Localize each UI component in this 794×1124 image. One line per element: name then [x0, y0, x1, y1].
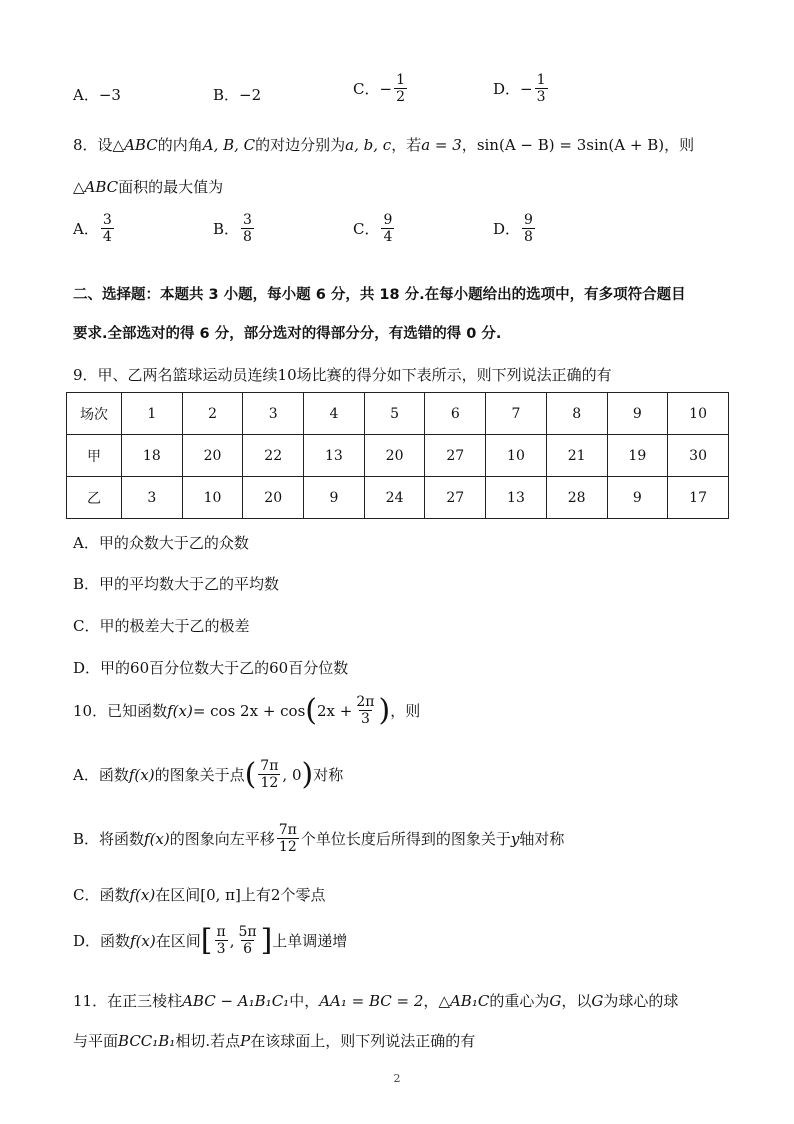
stem-text: ，则: [664, 136, 695, 154]
q10-option-a[interactable]: [73, 758, 343, 791]
table-cell: 7: [486, 393, 547, 435]
numerator: 7π: [260, 758, 279, 774]
q10-suffix: ，则: [390, 702, 421, 720]
option-value: −2: [239, 85, 262, 104]
stem-text: 的对边分别为: [255, 136, 346, 154]
denominator: 2: [396, 89, 405, 105]
comma: ,: [229, 931, 235, 950]
q7-option-b[interactable]: [213, 84, 261, 105]
numerator: 1: [536, 72, 546, 88]
function-name: f(x): [144, 829, 170, 848]
option-text: 轴对称: [519, 830, 565, 848]
option-text: 个单位长度后所得到的图象关于: [300, 830, 511, 848]
q9-option-a[interactable]: A．甲的众数大于乙的众数: [73, 534, 249, 552]
table-cell: 9: [607, 477, 668, 519]
fraction: [522, 212, 535, 245]
prism-name: ABC − A₁B₁C₁: [182, 992, 290, 1010]
table-cell: 19: [607, 435, 668, 477]
denominator: 8: [524, 229, 533, 245]
axis-name: y: [510, 829, 520, 848]
score-table: [66, 392, 729, 519]
q11-stem-line2: [73, 1030, 475, 1051]
table-cell: 30: [668, 435, 729, 477]
stem-text: 的内角: [157, 136, 203, 154]
numerator: 9: [524, 212, 533, 228]
q8-option-d[interactable]: [493, 212, 537, 245]
stem-text: ，: [423, 992, 439, 1010]
condition-a: a = 3: [421, 136, 462, 154]
numerator: π: [216, 924, 226, 940]
table-cell: 13: [304, 435, 365, 477]
option-letter: B．: [213, 220, 240, 238]
table-cell: 17: [668, 477, 729, 519]
triangle-symbol: △: [73, 178, 85, 196]
option-text: 的图象关于点: [154, 766, 245, 784]
table-row: [67, 477, 729, 519]
numerator: 7π: [278, 822, 297, 838]
denominator: 3: [216, 941, 226, 957]
option-letter: D．: [493, 220, 521, 238]
section-heading-line2: 要求.全部选对的得 6 分，部分选对的得部分分，有选错的得 0 分.: [73, 326, 502, 342]
option-sign: −: [520, 79, 533, 98]
paren-right: ): [378, 692, 391, 728]
q7-option-d[interactable]: [493, 72, 550, 105]
fraction: [258, 758, 280, 791]
table-cell: 甲: [67, 435, 122, 477]
q10-option-d[interactable]: [73, 924, 347, 957]
angles: A, B, C: [202, 136, 256, 154]
point-g: G: [591, 992, 604, 1010]
q9-option-b[interactable]: B．甲的平均数大于乙的平均数: [73, 575, 280, 593]
numerator: 3: [102, 212, 112, 228]
option-letter: C．: [353, 220, 380, 238]
option-text: 在区间: [155, 886, 201, 904]
numerator: 5π: [238, 924, 257, 940]
paren-right: ): [301, 756, 314, 792]
triangle-name: ABC: [84, 178, 119, 196]
paren-left: (: [244, 756, 257, 792]
stem-text: 在该球面上，则下列说法正确的有: [250, 1032, 476, 1050]
fraction: [101, 212, 114, 245]
sides: a, b, c: [345, 136, 392, 154]
option-letter: C．: [353, 80, 380, 98]
option-text: C．函数: [73, 886, 130, 904]
numerator: 2π: [356, 694, 375, 710]
numerator: 9: [383, 212, 393, 228]
bracket-left: [: [200, 922, 213, 958]
fraction: [277, 822, 299, 855]
option-text: 个零点: [280, 886, 326, 904]
denominator: 12: [260, 775, 279, 791]
table-cell: 1: [122, 393, 183, 435]
table-header-row: [67, 393, 729, 435]
table-cell: 8: [546, 393, 607, 435]
denominator: 4: [383, 229, 393, 245]
table-cell: 9: [304, 477, 365, 519]
table-cell: 乙: [67, 477, 122, 519]
fraction: [381, 212, 394, 245]
table-cell: 3: [122, 477, 183, 519]
option-letter: B．: [213, 86, 240, 104]
table-cell: 3: [243, 393, 304, 435]
table-cell: 24: [364, 477, 425, 519]
q8-option-c[interactable]: [353, 212, 396, 245]
table-cell: 9: [607, 393, 668, 435]
q8-option-b[interactable]: [213, 212, 256, 245]
condition: AA₁ = BC = 2: [319, 992, 424, 1010]
stem-text: ，: [461, 136, 477, 154]
point-tail: , 0: [282, 765, 302, 784]
table-cell: 10: [668, 393, 729, 435]
option-text: 对称: [313, 766, 344, 784]
numerator: 3: [243, 212, 252, 228]
plane-name: BCC₁B₁: [118, 1032, 176, 1050]
point-p: P: [240, 1032, 251, 1050]
table-cell: 10: [486, 435, 547, 477]
function-name: f(x): [129, 886, 156, 904]
denominator: 3: [360, 711, 370, 727]
point-g: G: [549, 992, 562, 1010]
q8-stem: [73, 134, 694, 155]
option-text: 在区间: [155, 932, 201, 950]
triangle-name: △AB₁C: [438, 992, 490, 1010]
q8-option-a[interactable]: [73, 212, 116, 245]
table-cell: 20: [364, 435, 425, 477]
equation: = cos 2x + cos: [192, 701, 306, 720]
fraction: [354, 694, 376, 727]
inner-expr: 2x +: [317, 701, 353, 720]
option-text: A．函数: [73, 766, 129, 784]
option-letter: A．: [73, 86, 99, 104]
table-cell: 18: [122, 435, 183, 477]
table-cell: 20: [182, 435, 243, 477]
q11-prefix: 11．在正三棱柱: [73, 992, 183, 1010]
denominator: 4: [102, 229, 112, 245]
table-cell: 22: [243, 435, 304, 477]
section-heading-line1: 二、选择题：本题共 3 小题，每小题 6 分，共 18 分.在每小题给出的选项中，有多项符合题目: [73, 287, 686, 303]
fraction: [535, 72, 548, 105]
q9-option-d[interactable]: D．甲的60百分位数大于乙的60百分位数: [73, 659, 349, 677]
function-name: f(x): [128, 765, 155, 784]
option-text: 上有: [240, 886, 271, 904]
option-text: D．函数: [73, 932, 131, 950]
page-number: 2: [393, 1072, 401, 1085]
denominator: 6: [243, 941, 252, 957]
table-cell: 13: [486, 477, 547, 519]
table-cell: 场次: [67, 393, 122, 435]
table-cell: 4: [304, 393, 365, 435]
option-letter: A．: [73, 220, 99, 238]
table-cell: 5: [364, 393, 425, 435]
option-text: 上单调递增: [272, 932, 348, 950]
table-cell: 28: [546, 477, 607, 519]
q7-option-a[interactable]: [73, 84, 121, 105]
function-name: f(x): [130, 931, 156, 950]
denominator: 8: [243, 229, 252, 245]
fraction: [214, 924, 227, 957]
condition-sin: sin(A − B) = 3sin(A + B): [476, 136, 665, 154]
function-name: f(x): [167, 701, 193, 720]
table-cell: 27: [425, 477, 486, 519]
bracket-right: ]: [260, 922, 273, 958]
triangle-symbol: △: [112, 136, 125, 154]
paren-left: (: [305, 692, 318, 728]
q10-option-b[interactable]: [73, 822, 564, 855]
interval: [0, π]: [200, 886, 241, 904]
fraction: [241, 212, 254, 245]
zero-count: 2: [270, 886, 281, 904]
stem-text: 相切.若点: [175, 1032, 241, 1050]
stem-text: ，以: [561, 992, 592, 1010]
q8-prefix: 8．设: [73, 136, 113, 154]
table-cell: 20: [243, 477, 304, 519]
denominator: 12: [278, 839, 297, 855]
stem-text: 的重心为: [489, 992, 550, 1010]
q7-option-c[interactable]: [353, 72, 409, 105]
q10-stem: [73, 694, 420, 727]
option-sign: −: [379, 79, 393, 98]
table-cell: 21: [546, 435, 607, 477]
option-text: B．将函数: [73, 830, 145, 848]
option-text: 的图象向左平移: [169, 830, 275, 848]
stem-text: 与平面: [73, 1032, 119, 1050]
stem-text: ，若: [391, 136, 422, 154]
fraction: [236, 924, 258, 957]
q10-option-c[interactable]: [73, 884, 325, 905]
table-cell: 10: [182, 477, 243, 519]
denominator: 3: [536, 89, 546, 105]
triangle-name: ABC: [124, 136, 158, 154]
stem-text: 为球心的球: [603, 992, 679, 1010]
q8-stem-line2: [73, 176, 223, 197]
q9-option-c[interactable]: C．甲的极差大于乙的极差: [73, 617, 250, 635]
q10-prefix: 10．已知函数: [73, 702, 168, 720]
q11-stem: [73, 990, 678, 1011]
fraction: [394, 72, 407, 105]
option-value: −3: [98, 85, 121, 104]
numerator: 1: [396, 72, 405, 88]
table-cell: 27: [425, 435, 486, 477]
table-cell: 2: [182, 393, 243, 435]
table-row: [67, 435, 729, 477]
option-letter: D．: [493, 80, 521, 98]
stem-text: 面积的最大值为: [118, 178, 224, 196]
table-cell: 6: [425, 393, 486, 435]
stem-text: 中，: [289, 992, 320, 1010]
q9-stem: 9．甲、乙两名篮球运动员连续10场比赛的得分如下表所示，则下列说法正确的有: [73, 366, 612, 384]
